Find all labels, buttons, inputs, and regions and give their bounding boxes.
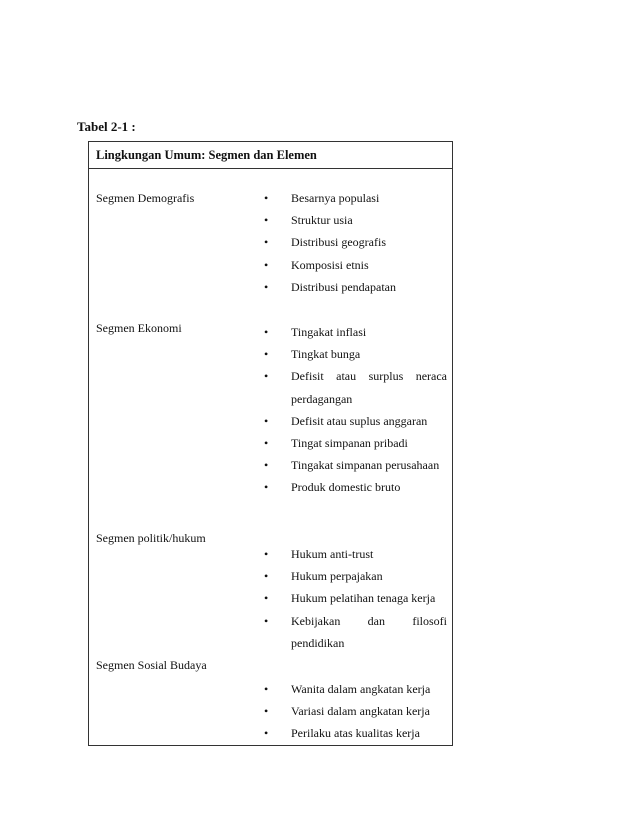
bullet-icon: • [264, 480, 269, 495]
bullet-icon: • [264, 235, 269, 250]
bullet-icon: • [264, 257, 269, 272]
table-header-title: Lingkungan Umum: Segmen dan Elemen [96, 148, 317, 162]
bullet-icon: • [264, 347, 269, 362]
segment-label-politik-hukum: Segmen politik/hukum [96, 531, 206, 545]
list-item: • Distribusi geografis [264, 231, 447, 253]
list-item: • Tingat simpanan pribadi [264, 432, 447, 454]
bullet-icon: • [264, 213, 269, 228]
bullet-icon: • [264, 704, 269, 719]
segment-label-demografis: Segmen Demografis [96, 191, 195, 205]
list-item: • Variasi dalam angkatan kerja [264, 700, 447, 722]
element-list-demografis [264, 187, 447, 298]
table-caption: Tabel 2-1 : [77, 119, 136, 134]
element-list-sosial-budaya [264, 678, 447, 745]
bullet-icon: • [264, 325, 269, 339]
bullet-icon: • [264, 682, 269, 696]
list-item: • Tingkat bunga [264, 343, 447, 365]
segment-label-sosial-budaya: Segmen Sosial Budaya [96, 658, 207, 672]
list-item: • Besarnya populasi [264, 187, 447, 209]
list-item: • Wanita dalam angkatan kerja [264, 678, 447, 700]
bullet-icon: • [264, 436, 269, 451]
bullet-icon: • [264, 613, 269, 628]
list-item: • Kebijakan dan filosofi pendidikan [264, 610, 447, 654]
list-item: • Defisit atau surplus neraca perdagangan [264, 365, 447, 409]
bullet-icon: • [264, 458, 269, 473]
list-item: • Hukum anti-trust [264, 543, 447, 565]
list-item: • Produk domestic bruto [264, 476, 447, 498]
element-list-ekonomi [264, 321, 447, 499]
segment-element-table [88, 141, 453, 746]
segment-label-ekonomi: Segmen Ekonomi [96, 321, 182, 335]
list-item: • Hukum pelatihan tenaga kerja [264, 587, 447, 609]
bullet-icon: • [264, 279, 269, 294]
list-item: • Defisit atau suplus anggaran [264, 410, 447, 432]
list-item: • Komposisi etnis [264, 254, 447, 276]
bullet-icon: • [264, 726, 269, 741]
table-header-cell [89, 142, 452, 169]
bullet-icon: • [264, 191, 269, 205]
list-item: • Tingakat inflasi [264, 321, 447, 343]
list-item: • Struktur usia [264, 209, 447, 231]
list-item: • Tingakat simpanan perusahaan [264, 454, 447, 476]
bullet-icon: • [264, 369, 269, 384]
bullet-icon: • [264, 591, 269, 606]
element-list-politik-hukum [264, 543, 447, 654]
bullet-icon: • [264, 569, 269, 584]
list-item: • Distribusi pendapatan [264, 276, 447, 298]
bullet-icon: • [264, 547, 269, 561]
list-item: • Hukum perpajakan [264, 565, 447, 587]
bullet-icon: • [264, 413, 269, 428]
list-item: • Perilaku atas kualitas kerja [264, 722, 447, 744]
